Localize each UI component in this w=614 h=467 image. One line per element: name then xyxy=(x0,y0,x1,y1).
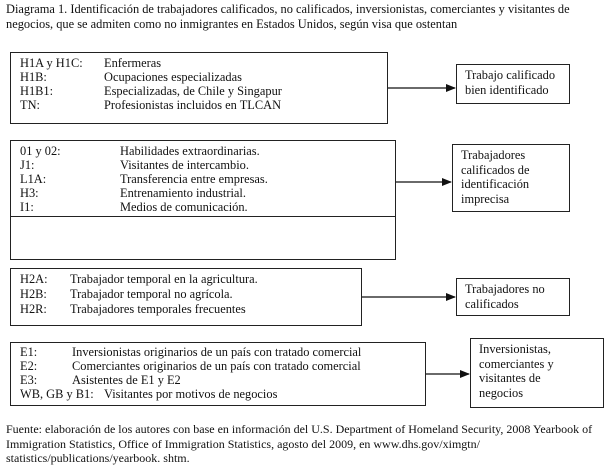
result-line: comerciantes y xyxy=(479,356,554,371)
visa-code: H2B: xyxy=(20,287,47,301)
visa-code: I1: xyxy=(20,200,34,214)
result-line: identificación xyxy=(461,177,530,191)
result-line: negocios xyxy=(479,385,524,400)
result-line: calificados xyxy=(465,296,519,311)
visa-description: Visitantes por motivos de negocios xyxy=(104,387,278,401)
visa-description: Visitantes de intercambio. xyxy=(120,158,249,172)
visa-code: J1: xyxy=(20,158,35,172)
visa-code: H3: xyxy=(20,186,39,200)
visa-code: TN: xyxy=(20,98,40,112)
visa-description: Trabajador temporal no agrícola. xyxy=(70,287,233,301)
visa-code: E2: xyxy=(20,359,38,373)
visa-description: Habilidades extraordinarias. xyxy=(120,144,260,158)
source-note: Fuente: elaboración de los autores con base en información del U.S. Department of Homeland Security, 2008 Yearbook of Immigration Statistics, Office of Immigration Statistics, agosto del 2009, en www.dhs.gov/ximgtn/ statistics/publications/yearbook. shtm. xyxy=(6,422,593,465)
visa-description: Inversionistas originarios de un país con tratado comercial xyxy=(72,345,362,359)
visa-description: Medios de comunicación. xyxy=(120,200,248,214)
visa-description: Ocupaciones especializadas xyxy=(104,70,242,84)
visa-description: Enfermeras xyxy=(104,56,162,70)
visa-code: E3: xyxy=(20,373,38,387)
visa-description: Trabajador temporal en la agricultura. xyxy=(70,272,258,286)
result-line: imprecisa xyxy=(461,191,510,206)
visa-code: H1B: xyxy=(20,70,47,84)
diagram-title: Diagrama 1. Identificación de trabajadores calificados, no calificados, inversionistas, comerciantes y visitantes de negocios, que se admiten como no inmigrantes en Estados Unidos, según visa que ostentan xyxy=(6,2,570,31)
visa-code: H2A: xyxy=(20,272,48,286)
result-line: Inversionistas, xyxy=(479,342,551,356)
visa-code: H2R: xyxy=(20,302,47,316)
visa-description: Profesionistas incluidos en TLCAN xyxy=(104,98,282,112)
visa-description: Especializadas, de Chile y Singapur xyxy=(104,84,282,98)
visa-code: L1A: xyxy=(20,172,47,186)
result-line: Trabajo calificado xyxy=(465,68,556,82)
visa-description: Entrenamiento industrial. xyxy=(120,186,246,200)
result-line: Trabajadores no xyxy=(465,282,545,296)
visa-description: Comerciantes originarios de un país con tratado comercial xyxy=(72,359,361,373)
result-line: bien identificado xyxy=(465,82,549,97)
visa-code: WB, GB y B1: xyxy=(20,387,94,401)
visa-description: Transferencia entre empresas. xyxy=(120,172,268,186)
visa-code: H1A y H1C: xyxy=(20,56,83,70)
visa-description: Trabajadores temporales frecuentes xyxy=(70,302,246,316)
result-line: Trabajadores xyxy=(461,148,526,162)
result-line: calificados de xyxy=(461,162,530,177)
result-line: visitantes de xyxy=(479,371,541,385)
visa-code: H1B1: xyxy=(20,84,54,98)
visa-code: E1: xyxy=(20,345,38,359)
visa-code: 01 y 02: xyxy=(20,144,61,158)
visa-description: Asistentes de E1 y E2 xyxy=(72,373,181,387)
